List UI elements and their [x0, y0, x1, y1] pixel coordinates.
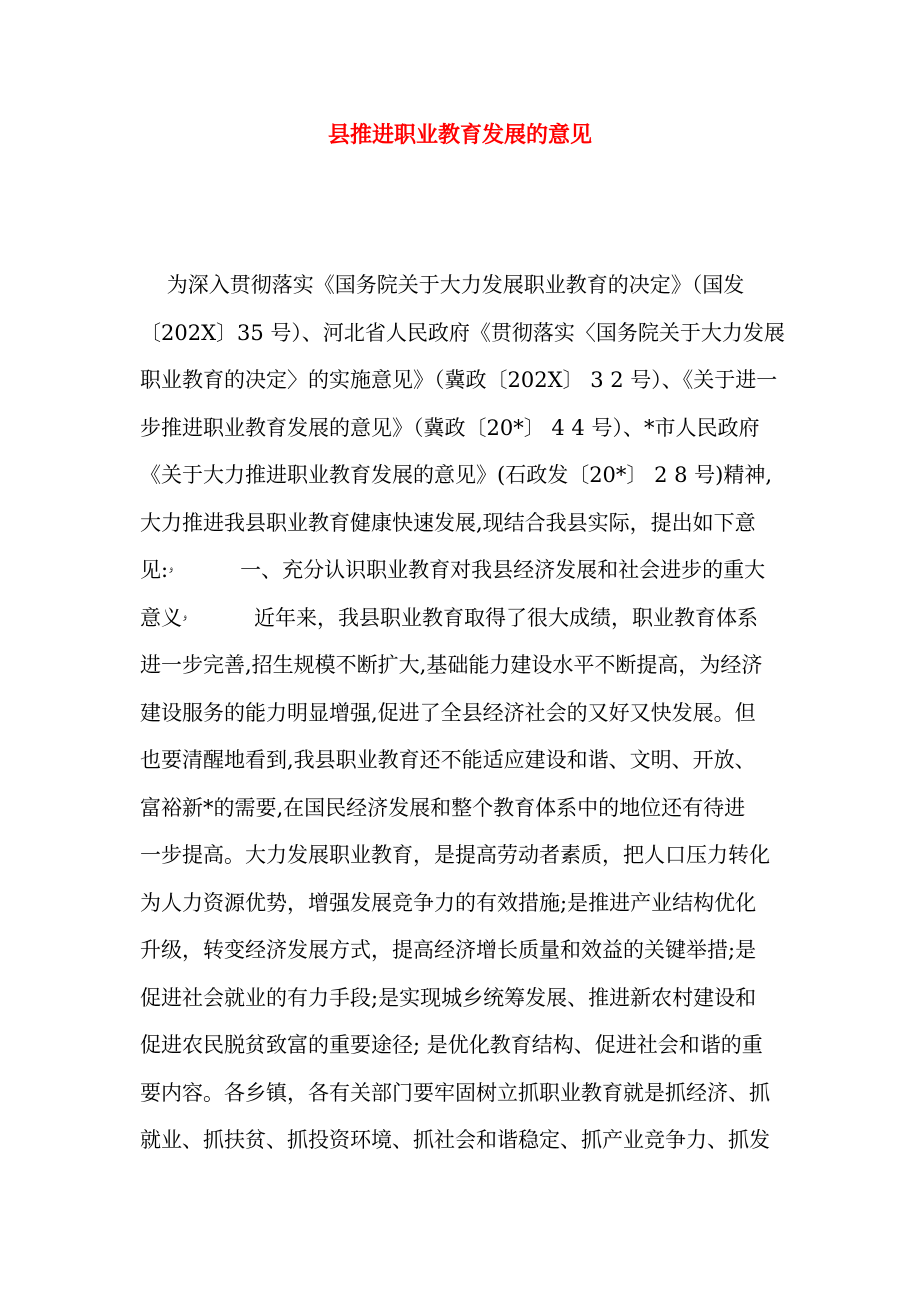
body-line: 为深入贯彻落实《国务院关于大力发展职业教育的决定》（国发	[140, 273, 745, 297]
document-body	[140, 262, 790, 1165]
body-line: 就业、抓扶贫、抓投资环境、抓社会和谐稳定、抓产业竞争力、抓发	[140, 1128, 770, 1152]
body-line: 也要清醒地看到,我县职业教育还不能适应建设和谐、文明、开放、	[140, 748, 756, 772]
body-line: 为人力资源优势，增强发展竞争力的有效措施;是推进产业结构优化	[140, 890, 757, 915]
body-line: 一步提高。大力发展职业教育，是提高劳动者素质，把人口压力转化	[140, 843, 770, 867]
body-line: 〔202X〕35 号）、河北省人民政府《贯彻落实〈国务院关于大力发展	[140, 320, 785, 345]
body-line: 进一步完善,招生规模不断扩大,基础能力建设水平不断提高，为经济	[140, 653, 763, 677]
body-line: 富裕新*的需要,在国民经济发展和整个教育体系中的地位还有待进	[140, 795, 746, 820]
body-line: 大力推进我县职业教育健康快速发展,现结合我县实际，提出如下意	[140, 510, 756, 535]
body-line: 《关于大力推进职业教育发展的意见》(石政发〔20*〕 2 8 号)精神,	[140, 463, 773, 487]
body-line: 促进农民脱贫致富的重要途径; 是优化教育结构、促进社会和谐的重	[140, 1033, 763, 1057]
body-line: 升级，转变经济发展方式，提高经济增长质量和效益的关键举措;是	[140, 938, 757, 962]
body-line: 职业教育的决定〉的实施意见》（冀政〔202X〕 3 2 号）、《关于进一	[140, 368, 778, 392]
body-line: 建设服务的能力明显增强,促进了全县经济社会的又好又快发展。但	[140, 700, 756, 725]
body-line: 意义ۥ 近年来，我县职业教育取得了很大成绩，职业教育体系	[140, 605, 759, 630]
body-line: 步推进职业教育发展的意见》（冀政〔20*〕 4 4 号）、*市人民政府	[140, 415, 760, 440]
body-line: 要内容。各乡镇，各有关部门要牢固树立抓职业教育就是抓经济、抓	[140, 1080, 770, 1105]
document-title: 县推进职业教育发展的意见	[327, 122, 592, 148]
body-line: 促进社会就业的有力手段;是实现城乡统筹发展、推进新农村建设和	[140, 985, 757, 1010]
body-line: 见:ۥ 一、充分认识职业教育对我县经济发展和社会进步的重大	[140, 558, 766, 582]
